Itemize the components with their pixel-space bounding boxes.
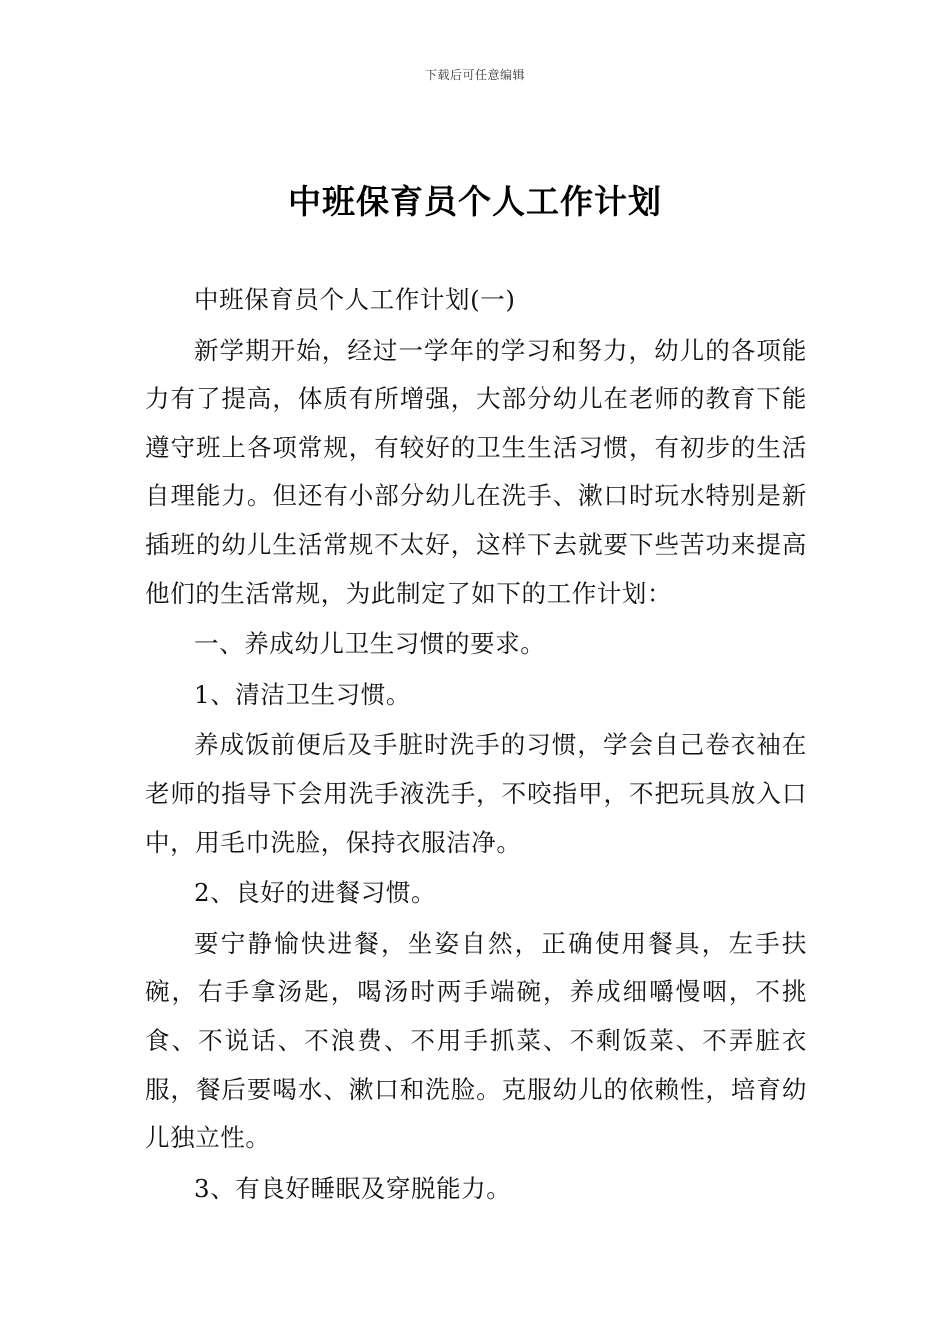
section-heading: 中班保育员个人工作计划(一) (194, 285, 516, 314)
paragraph-cleanliness: 养成饭前便后及手脏时洗手的习惯，学会自己卷衣袖在老师的指导下会用洗手液洗手，不咬指甲，不把玩具放入口中，用毛巾洗脸，保持衣服洁净。 (145, 730, 807, 857)
subheading-cleanliness: 1、清洁卫生习惯。 (194, 679, 411, 709)
section-heading-hygiene: 一、养成幼儿卫生习惯的要求。 (194, 629, 546, 659)
paragraph-dining: 要宁静愉快进餐，坐姿自然，正确使用餐具，左手扶碗，右手拿汤匙，喝汤时两手端碗，养成细嚼慢咽，不挑食、不说话、不浪费、不用手抓菜、不剩饭菜、不弄脏衣服，餐后要喝水、漱口和洗脸。克服幼儿的依赖性，培育幼儿独立性。 (145, 928, 807, 1153)
document-body (145, 276, 807, 1213)
document-title: 中班保育员个人工作计划 (288, 182, 662, 221)
subheading-sleep: 3、有良好睡眠及穿脱能力。 (194, 1173, 512, 1203)
header-note: 下载后可任意编辑 (424, 68, 525, 82)
subheading-dining: 2、良好的进餐习惯。 (194, 878, 437, 908)
paragraph-intro: 新学期开始，经过一学年的学习和努力，幼儿的各项能力有了提高，体质有所增强，大部分幼儿在老师的教育下能遵守班上各项常规，有较好的卫生生活习惯，有初步的生活自理能力。但还有小部分幼儿在洗手、漱口时玩水特别是新插班的幼儿生活常规不太好，这样下去就要下些苦功来提高他们的生活常规，为此制定了如下的工作计划： (145, 335, 807, 608)
